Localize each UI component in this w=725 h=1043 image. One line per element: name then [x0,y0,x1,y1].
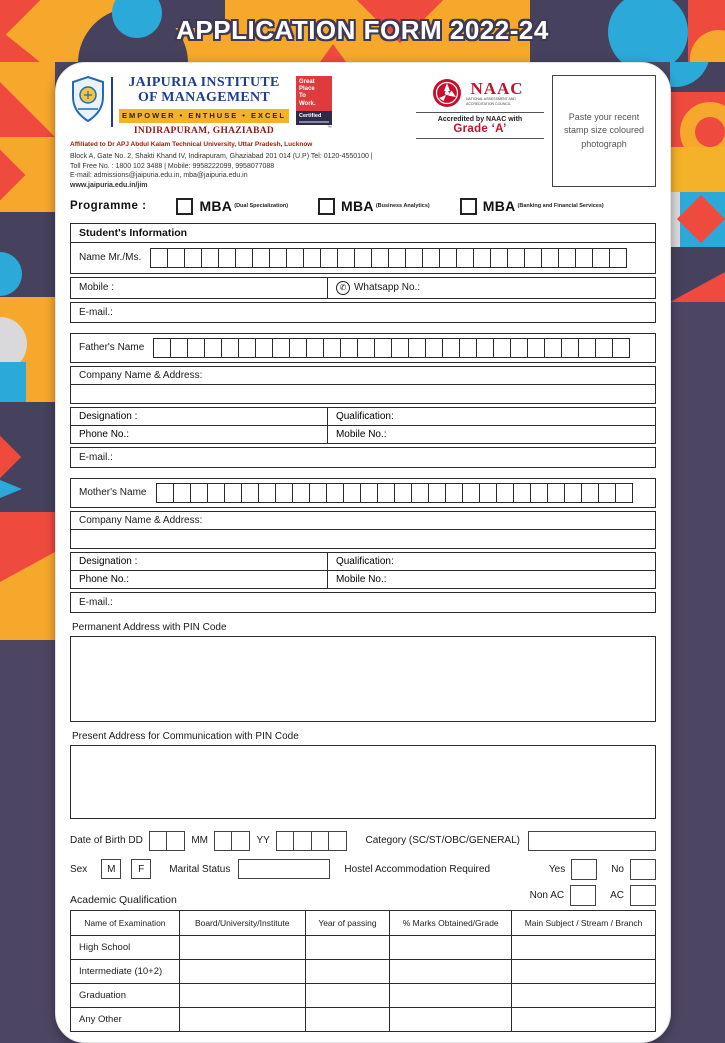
char-box[interactable] [391,338,409,358]
char-box[interactable] [405,248,423,268]
decor-shape [320,44,346,62]
char-box[interactable] [445,483,463,503]
mobile-label: Mobile : [79,282,115,294]
naac-wordmark: NAAC [470,78,524,98]
hostel-no-checkbox[interactable] [630,859,656,880]
char-box[interactable] [609,248,627,268]
dob-mm-boxes [214,831,251,851]
table-header-row [71,910,656,935]
programme-subtitle: (Banking and Financial Services) [517,203,604,210]
char-box[interactable] [360,483,378,503]
father-company-field[interactable] [70,366,656,404]
char-box[interactable] [187,338,205,358]
char-box[interactable] [473,248,491,268]
company-write-area[interactable] [71,385,655,403]
mother-qualification-field[interactable]: Qualification: [335,555,394,567]
char-box[interactable] [547,483,565,503]
decor-shape [0,82,55,137]
sex-marital-hostel-row [70,859,656,880]
char-box[interactable] [190,483,208,503]
dob-digit-box[interactable] [166,831,185,851]
char-box[interactable] [496,483,514,503]
table-cell[interactable] [512,983,656,1007]
char-box[interactable] [428,483,446,503]
right-pattern [670,62,725,302]
letterhead [70,75,656,191]
logo-divider [111,77,113,127]
ac-row [70,885,656,906]
char-box[interactable] [357,338,375,358]
char-box[interactable] [374,338,392,358]
programme-analytics-checkbox[interactable] [318,198,335,215]
gptw-trademark: ™ [327,124,332,131]
naac-caption: NATIONAL ASSESSMENT AND ACCREDITATION COUNCIL [466,96,516,106]
char-box[interactable] [218,248,236,268]
dob-digit-box[interactable] [231,831,250,851]
company-label: Company Name & Address: [71,367,655,385]
col-header-examination: Name of Examination [71,910,180,935]
mother-name-label: Mother's Name [79,487,147,499]
char-box[interactable] [337,248,355,268]
category-label: Category (SC/ST/OBC/GENERAL) [365,835,520,847]
char-box[interactable] [156,483,174,503]
institute-location: INDIRAPURAM, GHAZIABAD [133,125,275,136]
char-box[interactable] [173,483,191,503]
char-box[interactable] [527,338,545,358]
char-box[interactable] [561,338,579,358]
programme-banking-checkbox[interactable] [460,198,477,215]
char-box[interactable] [592,248,610,268]
institute-name-line2: OF MANAGEMENT [137,90,271,106]
gptw-line: To [299,93,306,100]
dob-digit-box[interactable] [328,831,347,851]
address-line: Toll Free No. : 1800 102 3488 | Mobile: 9958222099, 9958077088 [70,162,275,170]
char-box[interactable] [544,338,562,358]
whatsapp-field[interactable] [328,278,428,298]
father-mobile-field[interactable]: Mobile No.: [335,428,387,440]
char-box[interactable] [377,483,395,503]
char-box[interactable] [153,338,171,358]
address-line: Block A, Gate No. 2, Shakti Khand IV, Indirapuram, Ghaziabad 201 014 (U.P) Tel: 0120-4550100 | [70,152,373,160]
student-information-section [70,223,656,274]
dob-digit-box[interactable] [311,831,330,851]
affiliation-line: Affiliated to Dr APJ Abdul Kalam Technical University, Uttar Pradesh, Lucknow [70,140,313,148]
father-name-boxes [153,338,630,358]
char-box[interactable] [323,338,341,358]
father-name-label: Father's Name [79,342,145,354]
char-box[interactable] [150,248,168,268]
row-label-graduation: Graduation [71,983,180,1007]
institute-crest-logo [70,75,106,123]
programme-dual-checkbox[interactable] [176,198,193,215]
decor-shape [0,362,26,402]
char-box[interactable] [507,248,525,268]
char-box[interactable] [558,248,576,268]
char-box[interactable] [479,483,497,503]
father-designation-field[interactable]: Designation : [71,408,328,425]
email-label: E-mail.: [79,451,113,463]
table-cell[interactable] [305,983,390,1007]
table-cell[interactable] [179,983,305,1007]
char-box[interactable] [252,248,270,268]
table-cell[interactable] [179,1007,305,1031]
row-label-any-other: Any Other [71,1007,180,1031]
great-place-to-work-badge [296,76,332,131]
sex-female-checkbox[interactable]: F [131,859,151,879]
mm-label: MM [191,835,208,847]
char-box[interactable] [354,248,372,268]
char-box[interactable] [170,338,188,358]
programme-subtitle: (Business Analytics) [375,203,430,210]
table-cell[interactable] [305,1007,390,1031]
row-label-intermediate: Intermediate (10+2) [71,959,180,983]
char-box[interactable] [167,248,185,268]
char-box[interactable] [371,248,389,268]
dob-digit-box[interactable] [276,831,295,851]
email-label: E-mail.: [79,596,113,608]
programme-label: Programme : [70,200,147,213]
programme-subtitle: (Dual Specialization) [234,203,289,210]
char-box[interactable] [598,483,616,503]
academic-qualification-title: Academic Qualification [70,893,177,906]
char-box[interactable] [201,248,219,268]
hostel-label: Hostel Accommodation Required [344,863,491,875]
father-qualification-field[interactable]: Qualification: [335,410,394,422]
marital-status-input-box[interactable] [238,859,330,879]
mother-company-field[interactable] [70,511,656,549]
char-box[interactable] [456,248,474,268]
char-box[interactable] [575,248,593,268]
char-box[interactable] [275,483,293,503]
char-box[interactable] [289,338,307,358]
char-box[interactable] [309,483,327,503]
present-address-write-area[interactable] [70,745,656,819]
char-box[interactable] [581,483,599,503]
char-box[interactable] [564,483,582,503]
hostel-yes-checkbox[interactable] [571,859,597,880]
char-box[interactable] [490,248,508,268]
mother-email-field[interactable] [70,592,656,613]
address-line: E-mail: admissions@jaipuria.edu.in, mba@jaipuria.edu.in [70,172,248,180]
ac-label: AC [610,889,624,901]
char-box[interactable] [388,248,406,268]
mother-name-boxes [156,483,633,503]
gptw-line: Place [299,86,315,93]
char-box[interactable] [422,248,440,268]
institute-address [70,152,412,191]
char-box[interactable] [442,338,460,358]
sex-label: Sex [70,863,88,875]
char-box[interactable] [326,483,344,503]
char-box[interactable] [476,338,494,358]
student-section-title: Student's Information [71,224,655,243]
table-cell[interactable] [179,959,305,983]
photo-paste-area[interactable] [552,75,656,187]
table-cell[interactable] [390,959,512,983]
char-box[interactable] [394,483,412,503]
table-cell[interactable] [305,959,390,983]
naac-accreditation [416,78,544,191]
form-title: APPLICATION FORM 2022-24 [176,15,549,45]
programme-row [70,198,656,215]
col-header-subject: Main Subject / Stream / Branch [512,910,656,935]
table-cell[interactable] [305,935,390,959]
char-box[interactable] [207,483,225,503]
char-box[interactable] [578,338,596,358]
dob-yy-boxes [276,831,348,851]
programme-name: MBA [482,198,516,215]
banner-pattern [0,0,725,62]
dob-digit-box[interactable] [214,831,233,851]
father-phone-field[interactable]: Phone No.: [71,426,328,443]
email-label: E-mail.: [79,306,113,318]
decor-shape [0,150,25,201]
dob-category-row [70,831,656,851]
academic-qualification-table [70,910,656,1032]
char-box[interactable] [541,248,559,268]
programme-option-dual [176,198,288,215]
student-email-field[interactable] [70,302,656,323]
char-box[interactable] [286,248,304,268]
char-box[interactable] [340,338,358,358]
char-box[interactable] [272,338,290,358]
table-cell[interactable] [390,1007,512,1031]
char-box[interactable] [595,338,613,358]
company-label: Company Name & Address: [71,512,655,530]
char-box[interactable] [269,248,287,268]
programme-name: MBA [199,198,233,215]
whatsapp-label: Whatsapp No.: [353,282,421,294]
company-write-area[interactable] [71,530,655,548]
gptw-dates [299,121,329,123]
char-box[interactable] [235,248,253,268]
table-cell[interactable] [390,983,512,1007]
yy-label: YY [256,835,270,847]
char-box[interactable] [184,248,202,268]
col-header-year: Year of passing [305,910,390,935]
row-label-high-school: High School [71,935,180,959]
dob-label: Date of Birth DD [70,835,143,847]
decor-shape [695,117,725,147]
char-box[interactable] [612,338,630,358]
char-box[interactable] [343,483,361,503]
naac-accredited-text: Accredited by NAAC with [416,112,544,123]
char-box[interactable] [513,483,531,503]
char-box[interactable] [303,248,321,268]
mother-name-row [70,478,656,508]
present-address-label: Present Address for Communication with PIN Code [72,730,299,742]
dob-digit-box[interactable] [293,831,312,851]
programme-option-banking [460,198,604,215]
category-input-box[interactable] [528,831,656,851]
char-box[interactable] [306,338,324,358]
dob-digit-box[interactable] [149,831,168,851]
table-row [71,959,656,983]
institute-tagline: EMPOWER • ENTHUSE • EXCEL [119,109,289,123]
char-box[interactable] [292,483,310,503]
dob-dd-boxes [149,831,186,851]
website-url: www.jaipuria.edu.in/jim [70,182,148,190]
char-box[interactable] [255,338,273,358]
table-cell[interactable] [512,1007,656,1031]
father-details-box [70,407,656,444]
table-row [71,1007,656,1031]
student-name-boxes [150,248,627,268]
gptw-line: Work. [299,100,316,107]
non-ac-label: Non AC [529,889,565,901]
char-box[interactable] [530,483,548,503]
father-email-field[interactable] [70,447,656,468]
institute-name-line1: JAIPURIA INSTITUTE [128,75,280,90]
permanent-address-write-area[interactable] [70,636,656,722]
mother-phone-field[interactable]: Phone No.: [71,571,328,588]
no-label: No [611,863,624,875]
ac-checkbox[interactable] [630,885,656,906]
char-box[interactable] [241,483,259,503]
table-cell[interactable] [390,935,512,959]
photo-instructions: Paste your recent stamp size coloured photograph [563,111,645,149]
char-box[interactable] [221,338,239,358]
char-box[interactable] [224,483,242,503]
char-box[interactable] [524,248,542,268]
table-cell[interactable] [512,959,656,983]
naac-grade: Grade ‘A’ [416,123,544,139]
non-ac-checkbox[interactable] [570,885,596,906]
mother-designation-field[interactable]: Designation : [71,553,328,570]
left-pattern [0,62,55,640]
char-box[interactable] [462,483,480,503]
programme-name: MBA [341,198,374,215]
col-header-marks: % Marks Obtained/Grade [390,910,512,935]
char-box[interactable] [493,338,511,358]
naac-emblem-icon [432,78,462,108]
whatsapp-icon: ✆ [336,281,350,295]
char-box[interactable] [510,338,528,358]
decor-shape [670,147,725,192]
father-name-row [70,333,656,363]
char-box[interactable] [459,338,477,358]
gptw-line: Great [299,79,315,85]
char-box[interactable] [238,338,256,358]
mother-mobile-field[interactable]: Mobile No.: [335,573,387,585]
marital-status-label: Marital Status [169,863,231,875]
student-name-label: Name Mr./Ms. [79,252,142,264]
char-box[interactable] [425,338,443,358]
table-row [71,983,656,1007]
char-box[interactable] [408,338,426,358]
gptw-certified: Certified [299,112,322,119]
char-box[interactable] [615,483,633,503]
sex-male-checkbox[interactable]: M [101,859,121,879]
mobile-field[interactable] [71,278,328,298]
programme-option-analytics [318,198,430,215]
table-cell[interactable] [179,935,305,959]
char-box[interactable] [411,483,429,503]
char-box[interactable] [204,338,222,358]
char-box[interactable] [258,483,276,503]
mother-details-box [70,552,656,589]
char-box[interactable] [320,248,338,268]
permanent-address-label: Permanent Address with PIN Code [72,621,227,633]
table-row [71,935,656,959]
table-cell[interactable] [512,935,656,959]
col-header-board: Board/University/Institute [179,910,305,935]
char-box[interactable] [439,248,457,268]
student-contact-row [70,277,656,299]
yes-label: Yes [548,863,566,875]
application-form-card [55,62,671,1043]
